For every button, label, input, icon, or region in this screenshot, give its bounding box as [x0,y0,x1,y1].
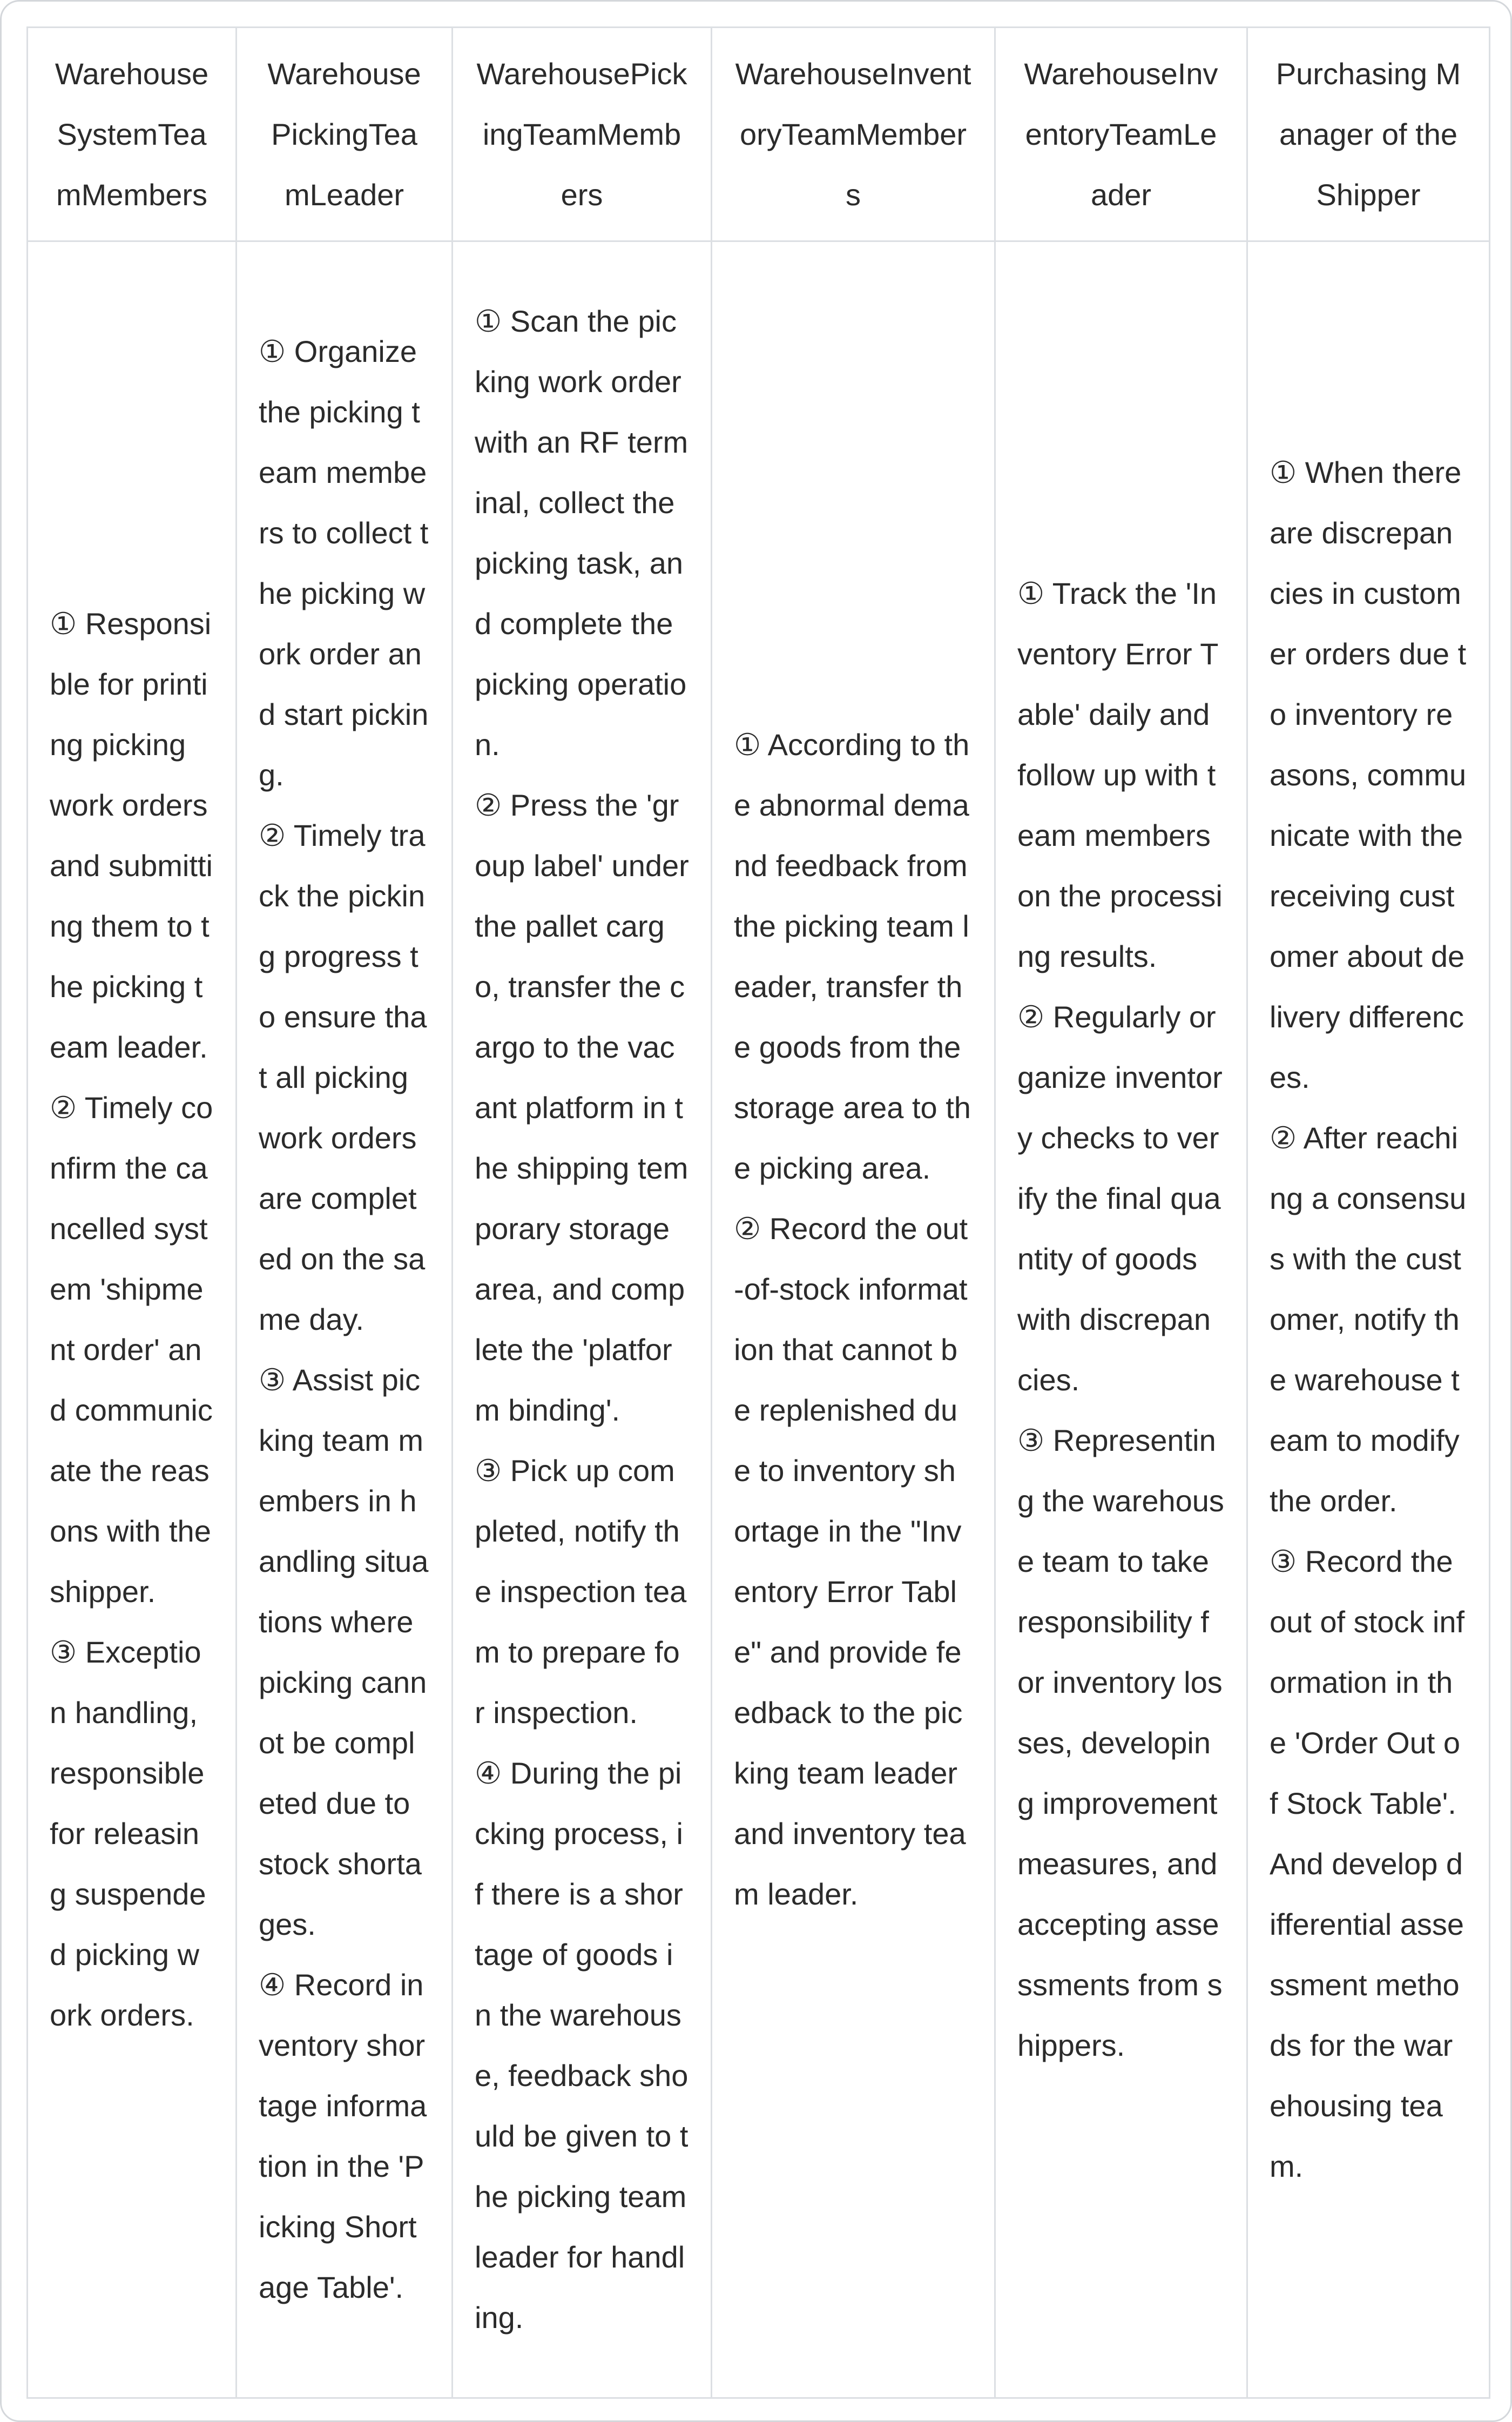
table-header [28,28,1490,241]
header-warehouse-system-team-members: WarehouseSystemTeamMembers [28,28,237,241]
header-warehouse-picking-team-leader: WarehousePickingTeamLeader [237,28,453,241]
duty-item: ④ During the picking process, if there is a shortage of goods in the warehouse, feedback should be given to the picking team leader for handling. [475,1756,688,2334]
header-warehouse-picking-team-members: WarehousePickingTeamMembers [453,28,712,241]
cell-warehouse-inventory-team-members [712,241,995,2398]
duty-item: ② Timely confirm the cancelled system 'shipment order' and communicate the reasons with the shipper. [50,1091,213,1609]
cell-warehouse-inventory-team-leader [995,241,1247,2398]
responsibility-table [26,26,1490,2399]
header-row [28,28,1490,241]
duty-item: ② Record the out-of-stock information that cannot be replenished due to inventory shortage in the "Inventory Error Table" and provide feedback to the picking team leader and inventory team leader. [734,1212,968,1911]
header-purchasing-manager-of-shipper: Purchasing Manager of the Shipper [1247,28,1490,241]
duty-item: ① Track the 'Inventory Error Table' daily and follow up with team members on the processing results. [1017,576,1223,973]
cell-warehouse-picking-team-members [453,241,712,2398]
cell-purchasing-manager-of-shipper [1247,241,1490,2398]
duty-item: ① According to the abnormal demand feedback from the picking team leader, transfer the goods from the storage area to the picking area. [734,728,971,1185]
table-row [28,241,1490,2398]
duty-item: ② Press the 'group label' under the pallet cargo, transfer the cargo to the vacant platform in the shipping temporary storage area, and complete the 'platform binding'. [475,788,689,1427]
duty-item: ① When there are discrepancies in customer orders due to inventory reasons, communicate with the receiving customer about delivery differences. [1270,455,1467,1094]
cell-warehouse-picking-team-leader [237,241,453,2398]
header-warehouse-inventory-team-leader: WarehouseInventoryTeamLeader [995,28,1247,241]
cell-warehouse-system-team-members [28,241,237,2398]
duty-item: ② Regularly organize inventory checks to verify the final quantity of goods with discrepancies. [1017,1000,1223,1397]
duty-item: ① Scan the picking work order with an RF terminal, collect the picking task, and complete the picking operation. [475,304,688,762]
header-warehouse-inventory-team-members: WarehouseInventoryTeamMembers [712,28,995,241]
duty-item: ④ Record inventory shortage information in the 'Picking Shortage Table'. [259,1968,427,2304]
duty-item: ③ Pick up completed, notify the inspection team to prepare for inspection. [475,1454,687,1730]
duty-item: ③ Record the out of stock information in the 'Order Out of Stock Table'. And develop differential assessment methods for the warehousing team. [1270,1544,1465,2183]
duty-item: ② After reaching a consensus with the customer, notify the warehouse team to modify the order. [1270,1121,1467,1518]
duty-item: ① Responsible for printing picking work orders and submitting them to the picking team leader. [50,607,213,1064]
duty-item: ① Organize the picking team members to collect the picking work order and start picking. [259,334,429,792]
duty-item: ② Timely track the picking progress to ensure that all picking work orders are completed on the same day. [259,818,427,1336]
table-body [28,241,1490,2398]
duty-item: ③ Representing the warehouse team to take responsibility for inventory losses, developing improvement measures, and accepting assessments from shippers. [1017,1423,1224,2062]
duty-item: ③ Assist picking team members in handling situations where picking cannot be completed due to stock shortages. [259,1363,429,1941]
duty-item: ③ Exception handling, responsible for releasing suspended picking work orders. [50,1635,206,2032]
